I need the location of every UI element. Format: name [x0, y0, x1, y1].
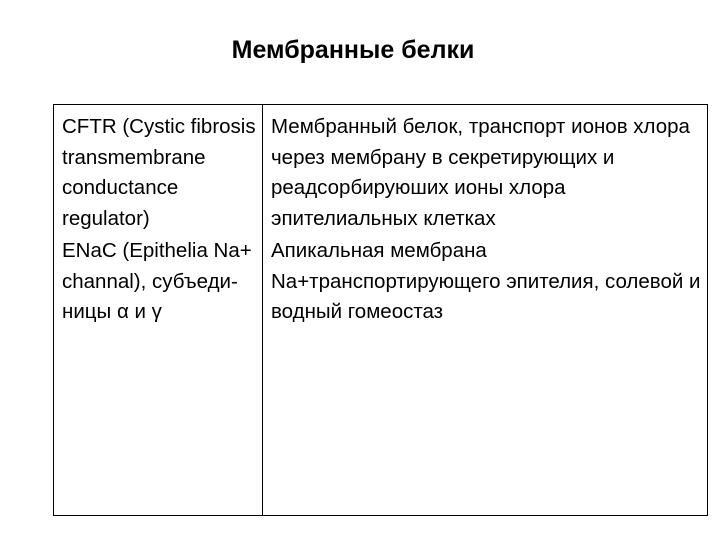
- protein-name-cell: [54, 105, 263, 516]
- protein-description-cftr: Мембранный белок, транспорт ионов хлора через мембрану в секретирующих и реадсорбируюших ионы хлора эпителиальных клетках: [271, 115, 690, 230]
- slide-title: Мембранные белки: [231, 36, 475, 64]
- table-row: [54, 105, 708, 516]
- membrane-proteins-table: [53, 104, 708, 516]
- protein-name-enac: ENaC (Epithelia Na+ channal), субъеди-ницы α и γ: [62, 239, 252, 323]
- protein-description-enac: Апикальная мембрана Na+транспортирующего эпителия, солевой и водный гомеостаз: [271, 239, 701, 323]
- protein-description-cell: [263, 105, 708, 516]
- protein-name-cftr: CFTR (Cystic fibrosis transmembrane conductance regulator): [62, 115, 256, 230]
